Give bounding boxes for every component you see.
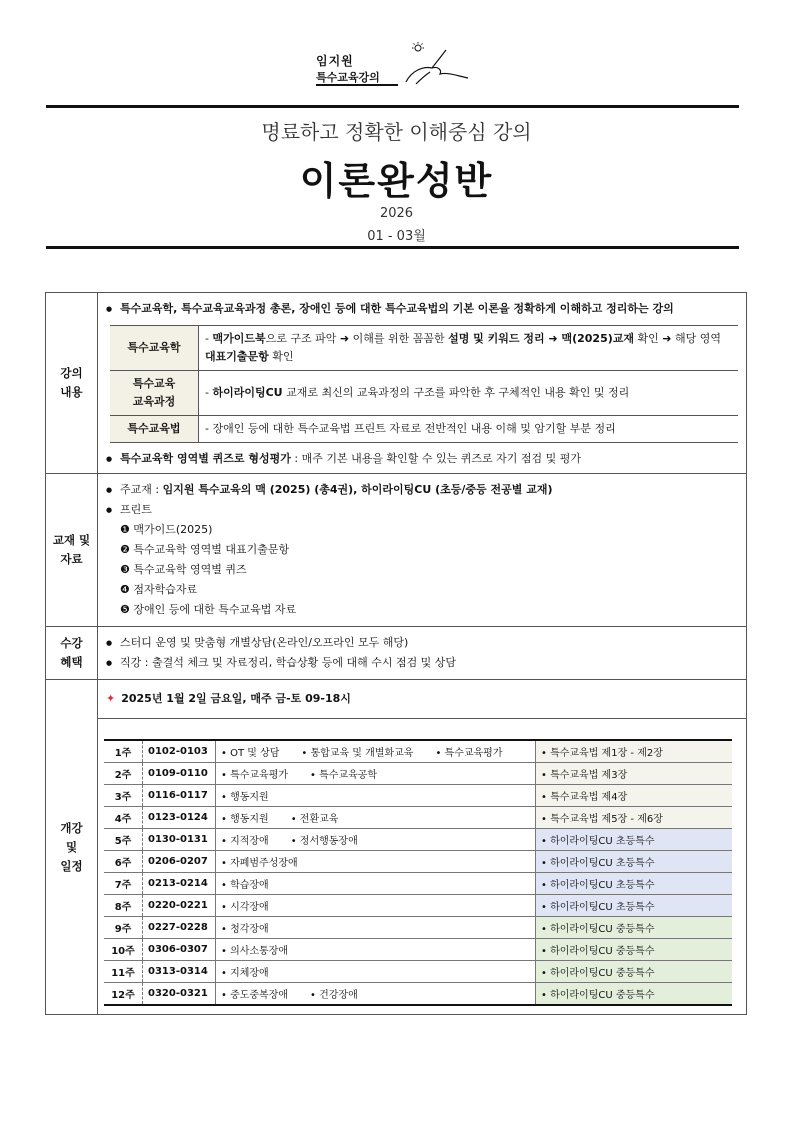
- schedule-row: [104, 961, 732, 983]
- topics-cell: [216, 763, 536, 785]
- topics-cell: [216, 917, 536, 939]
- topics-cell: [216, 873, 536, 895]
- print-item: ❷ 특수교육학 영역별 대표기출문항: [120, 543, 290, 556]
- schedule-row: [104, 785, 732, 807]
- benefits-label: 수강 혜택: [46, 627, 98, 680]
- topic: • 특수교육평가: [435, 748, 503, 759]
- topics-cell: [216, 740, 536, 763]
- subject-key: 특수교육 교육과정: [110, 371, 199, 416]
- topic: • 특수교육평가: [221, 770, 289, 781]
- schedule-row: [104, 895, 732, 917]
- textbook-cell: • 하이라이팅CU 초등특수: [536, 873, 733, 895]
- topic: • 통합교육 및 개별화교육: [301, 748, 414, 759]
- date-cell: 0320-0321: [143, 983, 216, 1006]
- week-cell: 8주: [104, 895, 143, 917]
- week-cell: 5주: [104, 829, 143, 851]
- week-cell: 11주: [104, 961, 143, 983]
- topic: • 중도중복장애: [221, 990, 289, 1001]
- main-textbook: ● 주교재 : 임지원 특수교육의 맥 (2025) (총4권), 하이라이팅CU (초등/중등 전공별 교재): [106, 480, 738, 500]
- schedule-table: [104, 739, 732, 1006]
- topics-cell: [216, 983, 536, 1006]
- benefits-section: [46, 627, 747, 680]
- period: 01 - 03월: [367, 229, 426, 244]
- textbook-cell: • 하이라이팅CU 중등특수: [536, 917, 733, 939]
- materials-label: 교재 및 자료: [46, 474, 98, 627]
- print-item: ❶ 맥가이드(2025): [120, 523, 213, 536]
- week-cell: 3주: [104, 785, 143, 807]
- star-icon: ✦: [106, 692, 116, 705]
- topic: • 시각장애: [221, 902, 269, 913]
- textbook-cell: • 특수교육법 제5장 - 제6장: [536, 807, 733, 829]
- topic: • 학습장애: [221, 880, 269, 891]
- week-cell: 7주: [104, 873, 143, 895]
- course-table: [45, 292, 747, 1015]
- subject-key: 특수교육학: [110, 326, 199, 371]
- schedule-row: [104, 763, 732, 785]
- date-cell: 0130-0131: [143, 829, 216, 851]
- topic: • 행동지원: [221, 792, 269, 803]
- topics-cell: [216, 851, 536, 873]
- date-cell: 0227-0228: [143, 917, 216, 939]
- header-rule-top: [46, 105, 739, 108]
- date-cell: 0123-0124: [143, 807, 216, 829]
- materials-section: [46, 474, 747, 627]
- print-item: ❺ 장애인 등에 대한 특수교육법 자료: [120, 603, 297, 616]
- date-cell: 0306-0307: [143, 939, 216, 961]
- tagline: 명료하고 정확한 이해중심 강의: [261, 120, 532, 144]
- topics-cell: [216, 961, 536, 983]
- lecture-intro: ● 특수교육학, 특수교육교육과정 총론, 장애인 등에 대한 특수교육법의 기본 이론을 정확하게 이해하고 정리하는 강의: [106, 299, 738, 319]
- subject-row: [110, 326, 738, 371]
- textbook-cell: • 하이라이팅CU 중등특수: [536, 939, 733, 961]
- benefit-item: ● 스터디 운영 및 맞춤형 개별상담(온라인/오프라인 모두 해당): [106, 633, 738, 653]
- week-cell: 4주: [104, 807, 143, 829]
- textbook-cell: • 특수교육법 제1장 - 제2장: [536, 740, 733, 763]
- date-cell: 0102-0103: [143, 740, 216, 763]
- subject-desc: - 하이라이팅CU 교재로 최신의 교육과정의 구조를 파악한 후 구체적인 내용 확인 및 정리: [199, 371, 739, 416]
- page-title: 이론완성반: [299, 159, 494, 203]
- date-cell: 0116-0117: [143, 785, 216, 807]
- schedule-row: [104, 873, 732, 895]
- topic: • 지체장애: [221, 968, 269, 979]
- topic: • 건강장애: [310, 990, 358, 1001]
- subject-row: [110, 416, 738, 443]
- week-cell: 12주: [104, 983, 143, 1006]
- topic: • 자폐범주성장애: [221, 858, 298, 869]
- print-item: ❹ 점자학습자료: [120, 583, 198, 596]
- logo-underline: [316, 84, 398, 86]
- textbook-cell: • 특수교육법 제4장: [536, 785, 733, 807]
- date-cell: 0213-0214: [143, 873, 216, 895]
- date-cell: 0206-0207: [143, 851, 216, 873]
- subject-desc: - 장애인 등에 대한 특수교육법 프린트 자료로 전반적인 내용 이해 및 암기할 부분 정리: [199, 416, 739, 443]
- topic: • 전환교육: [290, 814, 339, 825]
- week-cell: 2주: [104, 763, 143, 785]
- print-label: ● 프린트: [106, 500, 738, 520]
- logo-subtitle: 특수교육강의: [316, 71, 380, 84]
- topics-cell: [216, 895, 536, 917]
- week-cell: 9주: [104, 917, 143, 939]
- schedule-row: [104, 807, 732, 829]
- schedule-start: ✦ 2025년 1월 2일 금요일, 매주 금-토 09-18시: [98, 680, 746, 719]
- schedule-row: [104, 983, 732, 1006]
- week-cell: 1주: [104, 740, 143, 763]
- schedule-row: [104, 917, 732, 939]
- print-item: ❸ 특수교육학 영역별 퀴즈: [120, 563, 247, 576]
- schedule-row: [104, 740, 732, 763]
- benefit-item: ● 직강 : 출결석 체크 및 자료정리, 학습상황 등에 대해 수시 점검 및 상담: [106, 653, 738, 673]
- schedule-section: [46, 680, 747, 1015]
- subject-key: 특수교육법: [110, 416, 199, 443]
- textbook-cell: • 하이라이팅CU 초등특수: [536, 829, 733, 851]
- topics-cell: [216, 829, 536, 851]
- topics-cell: [216, 785, 536, 807]
- lecture-subject-table: [110, 325, 738, 443]
- lecture-section: [46, 293, 747, 474]
- topic: • 의사소통장애: [221, 946, 289, 957]
- lecture-label: 강의 내용: [46, 293, 98, 474]
- textbook-cell: • 하이라이팅CU 중등특수: [536, 983, 733, 1006]
- week-cell: 6주: [104, 851, 143, 873]
- topic: • 특수교육공학: [310, 770, 378, 781]
- topic: • 지적장애: [221, 836, 269, 847]
- schedule-row: [104, 829, 732, 851]
- date-cell: 0109-0110: [143, 763, 216, 785]
- logo-name: 임지원: [316, 54, 354, 68]
- topics-cell: [216, 807, 536, 829]
- topics-cell: [216, 939, 536, 961]
- logo: [316, 42, 476, 90]
- quiz-note: ● 특수교육학 영역별 퀴즈로 형성평가 : 매주 기본 내용을 확인할 수 있는 퀴즈로 자기 점검 및 평가: [106, 449, 738, 469]
- textbook-cell: • 특수교육법 제3장: [536, 763, 733, 785]
- textbook-cell: • 하이라이팅CU 중등특수: [536, 961, 733, 983]
- hand-writing-icon: [402, 42, 472, 86]
- subject-row: [110, 371, 738, 416]
- topic: • 행동지원: [221, 814, 269, 825]
- header-rule-bottom: [46, 246, 739, 249]
- topic: • 청각장애: [221, 924, 269, 935]
- date-cell: 0220-0221: [143, 895, 216, 917]
- subject-desc: - 맥가이드북으로 구조 파악 ➜ 이해를 위한 꼼꼼한 설명 및 키워드 정리 ➜ 맥(2025)교재 확인 ➜ 해당 영역 대표기출문항 확인: [199, 326, 739, 371]
- textbook-cell: • 하이라이팅CU 초등특수: [536, 895, 733, 917]
- topic: • 정서행동장애: [290, 836, 358, 847]
- topic: • OT 및 상담: [221, 748, 280, 759]
- week-cell: 10주: [104, 939, 143, 961]
- schedule-row: [104, 939, 732, 961]
- schedule-row: [104, 851, 732, 873]
- date-cell: 0313-0314: [143, 961, 216, 983]
- textbook-cell: • 하이라이팅CU 초등특수: [536, 851, 733, 873]
- year: 2026: [379, 206, 414, 221]
- schedule-label: 개강 및 일정: [46, 680, 98, 1015]
